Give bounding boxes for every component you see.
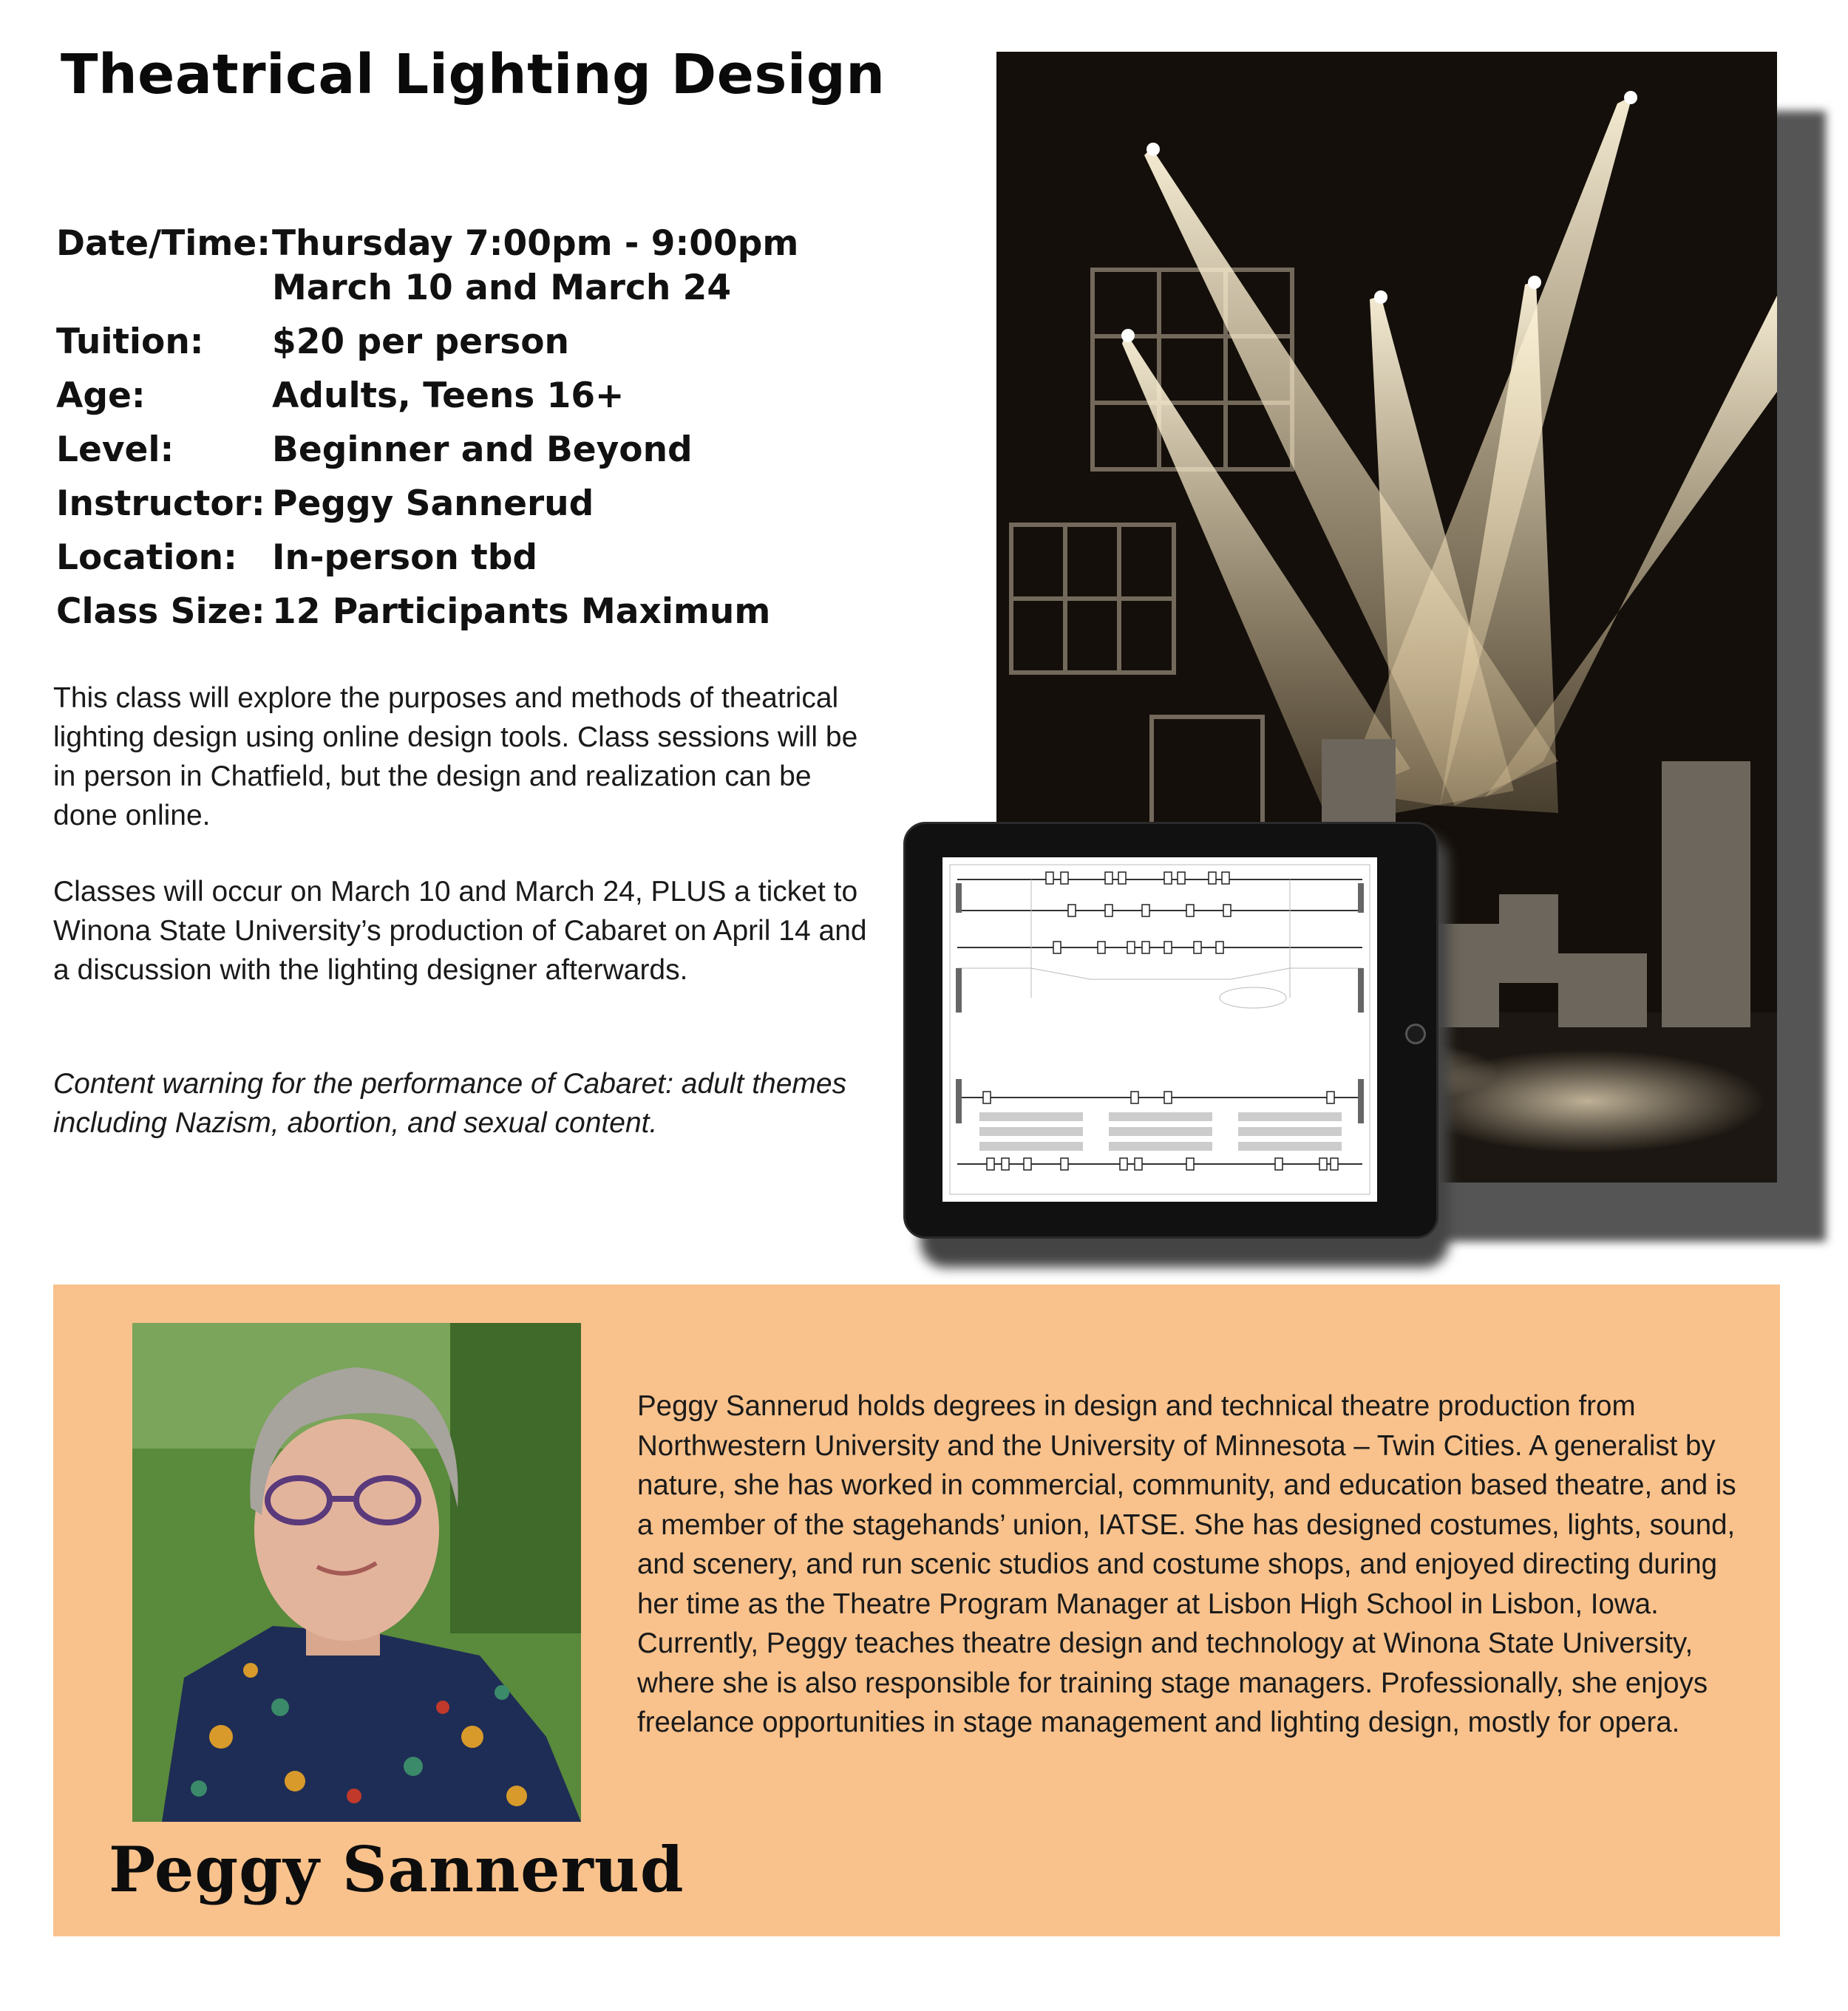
instructor-portrait bbox=[132, 1323, 581, 1822]
detail-row-location bbox=[56, 536, 891, 580]
class-size-value: 12 Participants Maximum bbox=[272, 591, 771, 632]
schedule-note: Classes will occur on March 10 and March 24, PLUS a ticket to Winona State University’s production of Cabaret on April 14 and a discussion with the lighting designer afterwards. bbox=[53, 876, 867, 986]
detail-row-tuition bbox=[56, 320, 891, 364]
detail-row-datetime bbox=[56, 222, 891, 310]
level-value: Beginner and Beyond bbox=[272, 429, 693, 470]
tuition-value: $20 per person bbox=[272, 321, 569, 362]
datetime-value-dates: March 10 and March 24 bbox=[272, 268, 732, 308]
instructor-label: Instructor: bbox=[56, 483, 265, 524]
datetime-value: Thursday 7:00pm - 9:00pm bbox=[272, 223, 799, 264]
datetime-label: Date/Time: bbox=[56, 223, 271, 264]
age-value: Adults, Teens 16+ bbox=[272, 375, 625, 416]
detail-row-class-size bbox=[56, 590, 891, 634]
location-value: In-person tbd bbox=[272, 537, 537, 578]
tablet-home-button bbox=[1405, 1024, 1426, 1044]
instructor-name: Peggy Sannerud bbox=[109, 1833, 684, 1906]
level-label: Level: bbox=[56, 429, 174, 470]
class-size-label: Class Size: bbox=[56, 591, 265, 632]
instructor-value: Peggy Sannerud bbox=[272, 483, 594, 524]
class-details bbox=[56, 222, 891, 644]
instructor-panel bbox=[53, 1284, 1780, 1936]
detail-row-instructor bbox=[56, 482, 891, 526]
page-title: Theatrical Lighting Design bbox=[61, 43, 886, 106]
location-label: Location: bbox=[56, 537, 237, 578]
lighting-plot-screen bbox=[942, 857, 1377, 1202]
tuition-label: Tuition: bbox=[56, 321, 204, 362]
instructor-bio: Peggy Sannerud holds degrees in design and technical theatre production from Northwestern University and the University of Minnesota – Twin Cities. A generalist by nature, she has worked in commercial, community, and education based theatre, and is a member of the stagehands’ union, IATSE. She has designed costumes, lights, sound, and scenery, and run scenic studios and costume shops, and enjoyed directing during her time as the Theatre Program Manager at Lisbon High School in Lisbon, Iowa. Currently, Peggy teaches theatre design and technology at Winona State University, where she is also responsible for training stage managers. Professionally, she enjoys freelance opportunities in stage management and lighting design, mostly for opera. bbox=[637, 1390, 1736, 1738]
tablet-device bbox=[903, 822, 1438, 1239]
detail-row-age bbox=[56, 374, 891, 418]
content-warning: Content warning for the performance of Cabaret: adult themes including Nazism, abortion, and sexual content. bbox=[53, 1068, 847, 1139]
age-label: Age: bbox=[56, 375, 146, 416]
class-description: This class will explore the purposes and methods of theatrical lighting design using online design tools. Class sessions will be in person in Chatfield, but the design and realization can be done online. bbox=[53, 682, 858, 831]
detail-row-level bbox=[56, 428, 891, 472]
